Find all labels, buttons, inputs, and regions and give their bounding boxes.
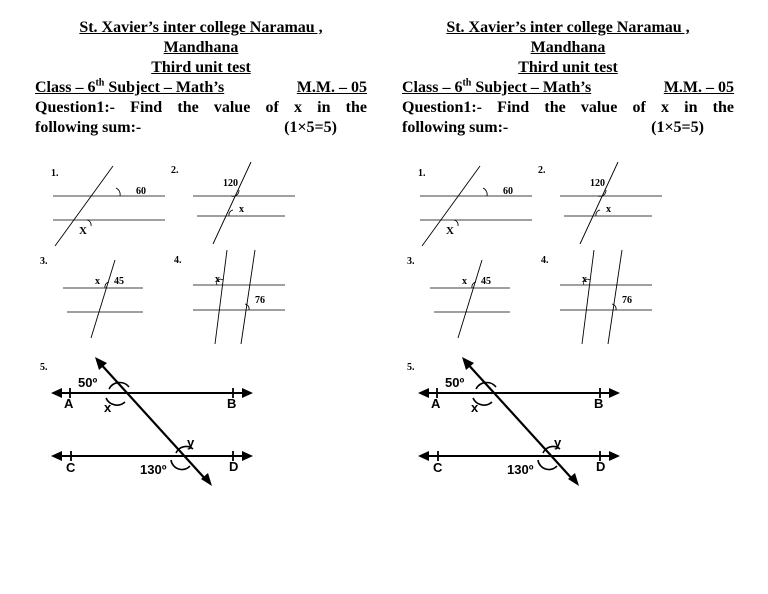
point-b-label: B xyxy=(227,396,237,411)
figure-2 xyxy=(538,162,662,244)
point-d-label: D xyxy=(229,459,239,474)
figure-2-number: 2. xyxy=(171,165,179,176)
heading-test-name: Third unit test xyxy=(151,59,251,76)
figure-4-transversal xyxy=(241,250,255,344)
point-a-label: A xyxy=(64,396,74,411)
variable-x-label: x xyxy=(104,400,112,415)
angle-arc-130 xyxy=(538,460,557,470)
question-marks: (1×5=5) xyxy=(284,119,337,136)
figure-1-angle-arc xyxy=(483,188,487,196)
figure-5-number: 5. xyxy=(40,362,48,373)
angle-label-50: 50º xyxy=(78,375,98,390)
figure-4-number: 4. xyxy=(541,255,549,266)
point-c-label: C xyxy=(66,460,76,475)
figure-3-variable: x xyxy=(462,276,467,287)
figure-4-variable: x xyxy=(215,274,220,285)
figure-3-transversal xyxy=(91,260,115,338)
figure-1 xyxy=(51,166,165,246)
figure-1-angle: 60 xyxy=(136,186,146,197)
figure-4-transversal xyxy=(608,250,622,344)
figure-2-angle: 120 xyxy=(223,178,238,189)
figure-2-angle: 120 xyxy=(590,178,605,189)
variable-y-label: y xyxy=(554,435,562,450)
question-paper-right xyxy=(402,18,734,477)
figure-4-angle: 76 xyxy=(255,295,265,306)
variable-x-label: x xyxy=(471,400,479,415)
figure-1-angle-arc xyxy=(116,188,120,196)
figure-1-angle: 60 xyxy=(503,186,513,197)
figure-4-angle: 76 xyxy=(622,295,632,306)
heading-location: Mandhana xyxy=(530,39,606,56)
angle-label-50: 50º xyxy=(445,375,465,390)
question-text: Question1:- Find the value of x in the xyxy=(35,99,367,116)
class-superscript: th xyxy=(95,77,105,89)
line-ab-left-arrow xyxy=(418,388,429,398)
angle-label-130: 130º xyxy=(140,462,167,477)
figure-1-number: 1. xyxy=(418,168,426,179)
question-paper-left xyxy=(35,18,367,477)
max-marks: M.M. – 05 xyxy=(296,79,367,96)
figure-1-variable: X xyxy=(446,225,454,237)
class-label: Class – 6 xyxy=(35,79,96,96)
figure-4 xyxy=(174,250,285,344)
figure-4-angle-arc xyxy=(612,304,616,310)
question-figures xyxy=(35,146,367,486)
question-continuation xyxy=(35,118,367,138)
class-subject xyxy=(402,78,591,98)
figure-3-number: 3. xyxy=(40,256,48,267)
figure-3 xyxy=(40,256,143,338)
figure-1-angle-arc xyxy=(87,220,91,226)
max-marks: M.M. – 05 xyxy=(663,79,734,96)
figure-2 xyxy=(171,162,295,244)
question-line2: following sum:- xyxy=(35,119,142,136)
figure-2-transversal xyxy=(213,162,251,244)
figure-5 xyxy=(40,357,253,486)
point-d-label: D xyxy=(596,459,606,474)
figure-2-transversal xyxy=(580,162,618,244)
figure-4-angle-arc xyxy=(245,304,249,310)
class-label: Class – 6 xyxy=(402,79,463,96)
angle-arc-130 xyxy=(171,460,190,470)
heading-location: Mandhana xyxy=(163,39,239,56)
figure-1-angle-arc xyxy=(454,220,458,226)
variable-y-label: y xyxy=(187,435,195,450)
figure-3-variable: x xyxy=(95,276,100,287)
question-marks: (1×5=5) xyxy=(651,119,704,136)
figure-1-variable: X xyxy=(79,225,87,237)
figure-3-angle: 45 xyxy=(481,276,491,287)
line-cd-left-arrow xyxy=(418,451,429,461)
figure-3 xyxy=(407,256,510,338)
figure-4-transversal xyxy=(215,250,227,344)
class-info-row xyxy=(402,78,734,98)
line-cd-right-arrow xyxy=(242,451,253,461)
figure-4 xyxy=(541,250,652,344)
figure-2-variable: x xyxy=(606,204,611,215)
figure-2-angle-arc xyxy=(229,210,233,216)
heading-school: St. Xavier’s inter college Naramau , xyxy=(446,19,690,36)
subject-label: Subject – Math’s xyxy=(471,79,592,96)
question-figures xyxy=(402,146,734,486)
line-ab-right-arrow xyxy=(242,388,253,398)
figure-2-angle-arc xyxy=(596,210,600,216)
figure-1 xyxy=(418,166,532,246)
figure-5 xyxy=(407,357,620,486)
class-subject xyxy=(35,78,224,98)
figure-3-transversal xyxy=(458,260,482,338)
line-cd-right-arrow xyxy=(609,451,620,461)
question-continuation xyxy=(402,118,734,138)
figure-2-number: 2. xyxy=(538,165,546,176)
line-ab-left-arrow xyxy=(51,388,62,398)
heading-school: St. Xavier’s inter college Naramau , xyxy=(79,19,323,36)
figure-4-variable: x xyxy=(582,274,587,285)
question-line2: following sum:- xyxy=(402,119,509,136)
figure-5-number: 5. xyxy=(407,362,415,373)
class-info-row xyxy=(35,78,367,98)
heading-test-name: Third unit test xyxy=(518,59,618,76)
figure-4-number: 4. xyxy=(174,255,182,266)
subject-label: Subject – Math’s xyxy=(104,79,225,96)
point-b-label: B xyxy=(594,396,604,411)
figure-2-variable: x xyxy=(239,204,244,215)
figure-4-transversal xyxy=(582,250,594,344)
point-c-label: C xyxy=(433,460,443,475)
figure-1-number: 1. xyxy=(51,168,59,179)
question-text: Question1:- Find the value of x in the xyxy=(402,99,734,116)
figure-3-angle: 45 xyxy=(114,276,124,287)
point-a-label: A xyxy=(431,396,441,411)
angle-label-130: 130º xyxy=(507,462,534,477)
class-superscript: th xyxy=(462,77,472,89)
line-ab-right-arrow xyxy=(609,388,620,398)
figure-3-number: 3. xyxy=(407,256,415,267)
line-cd-left-arrow xyxy=(51,451,62,461)
